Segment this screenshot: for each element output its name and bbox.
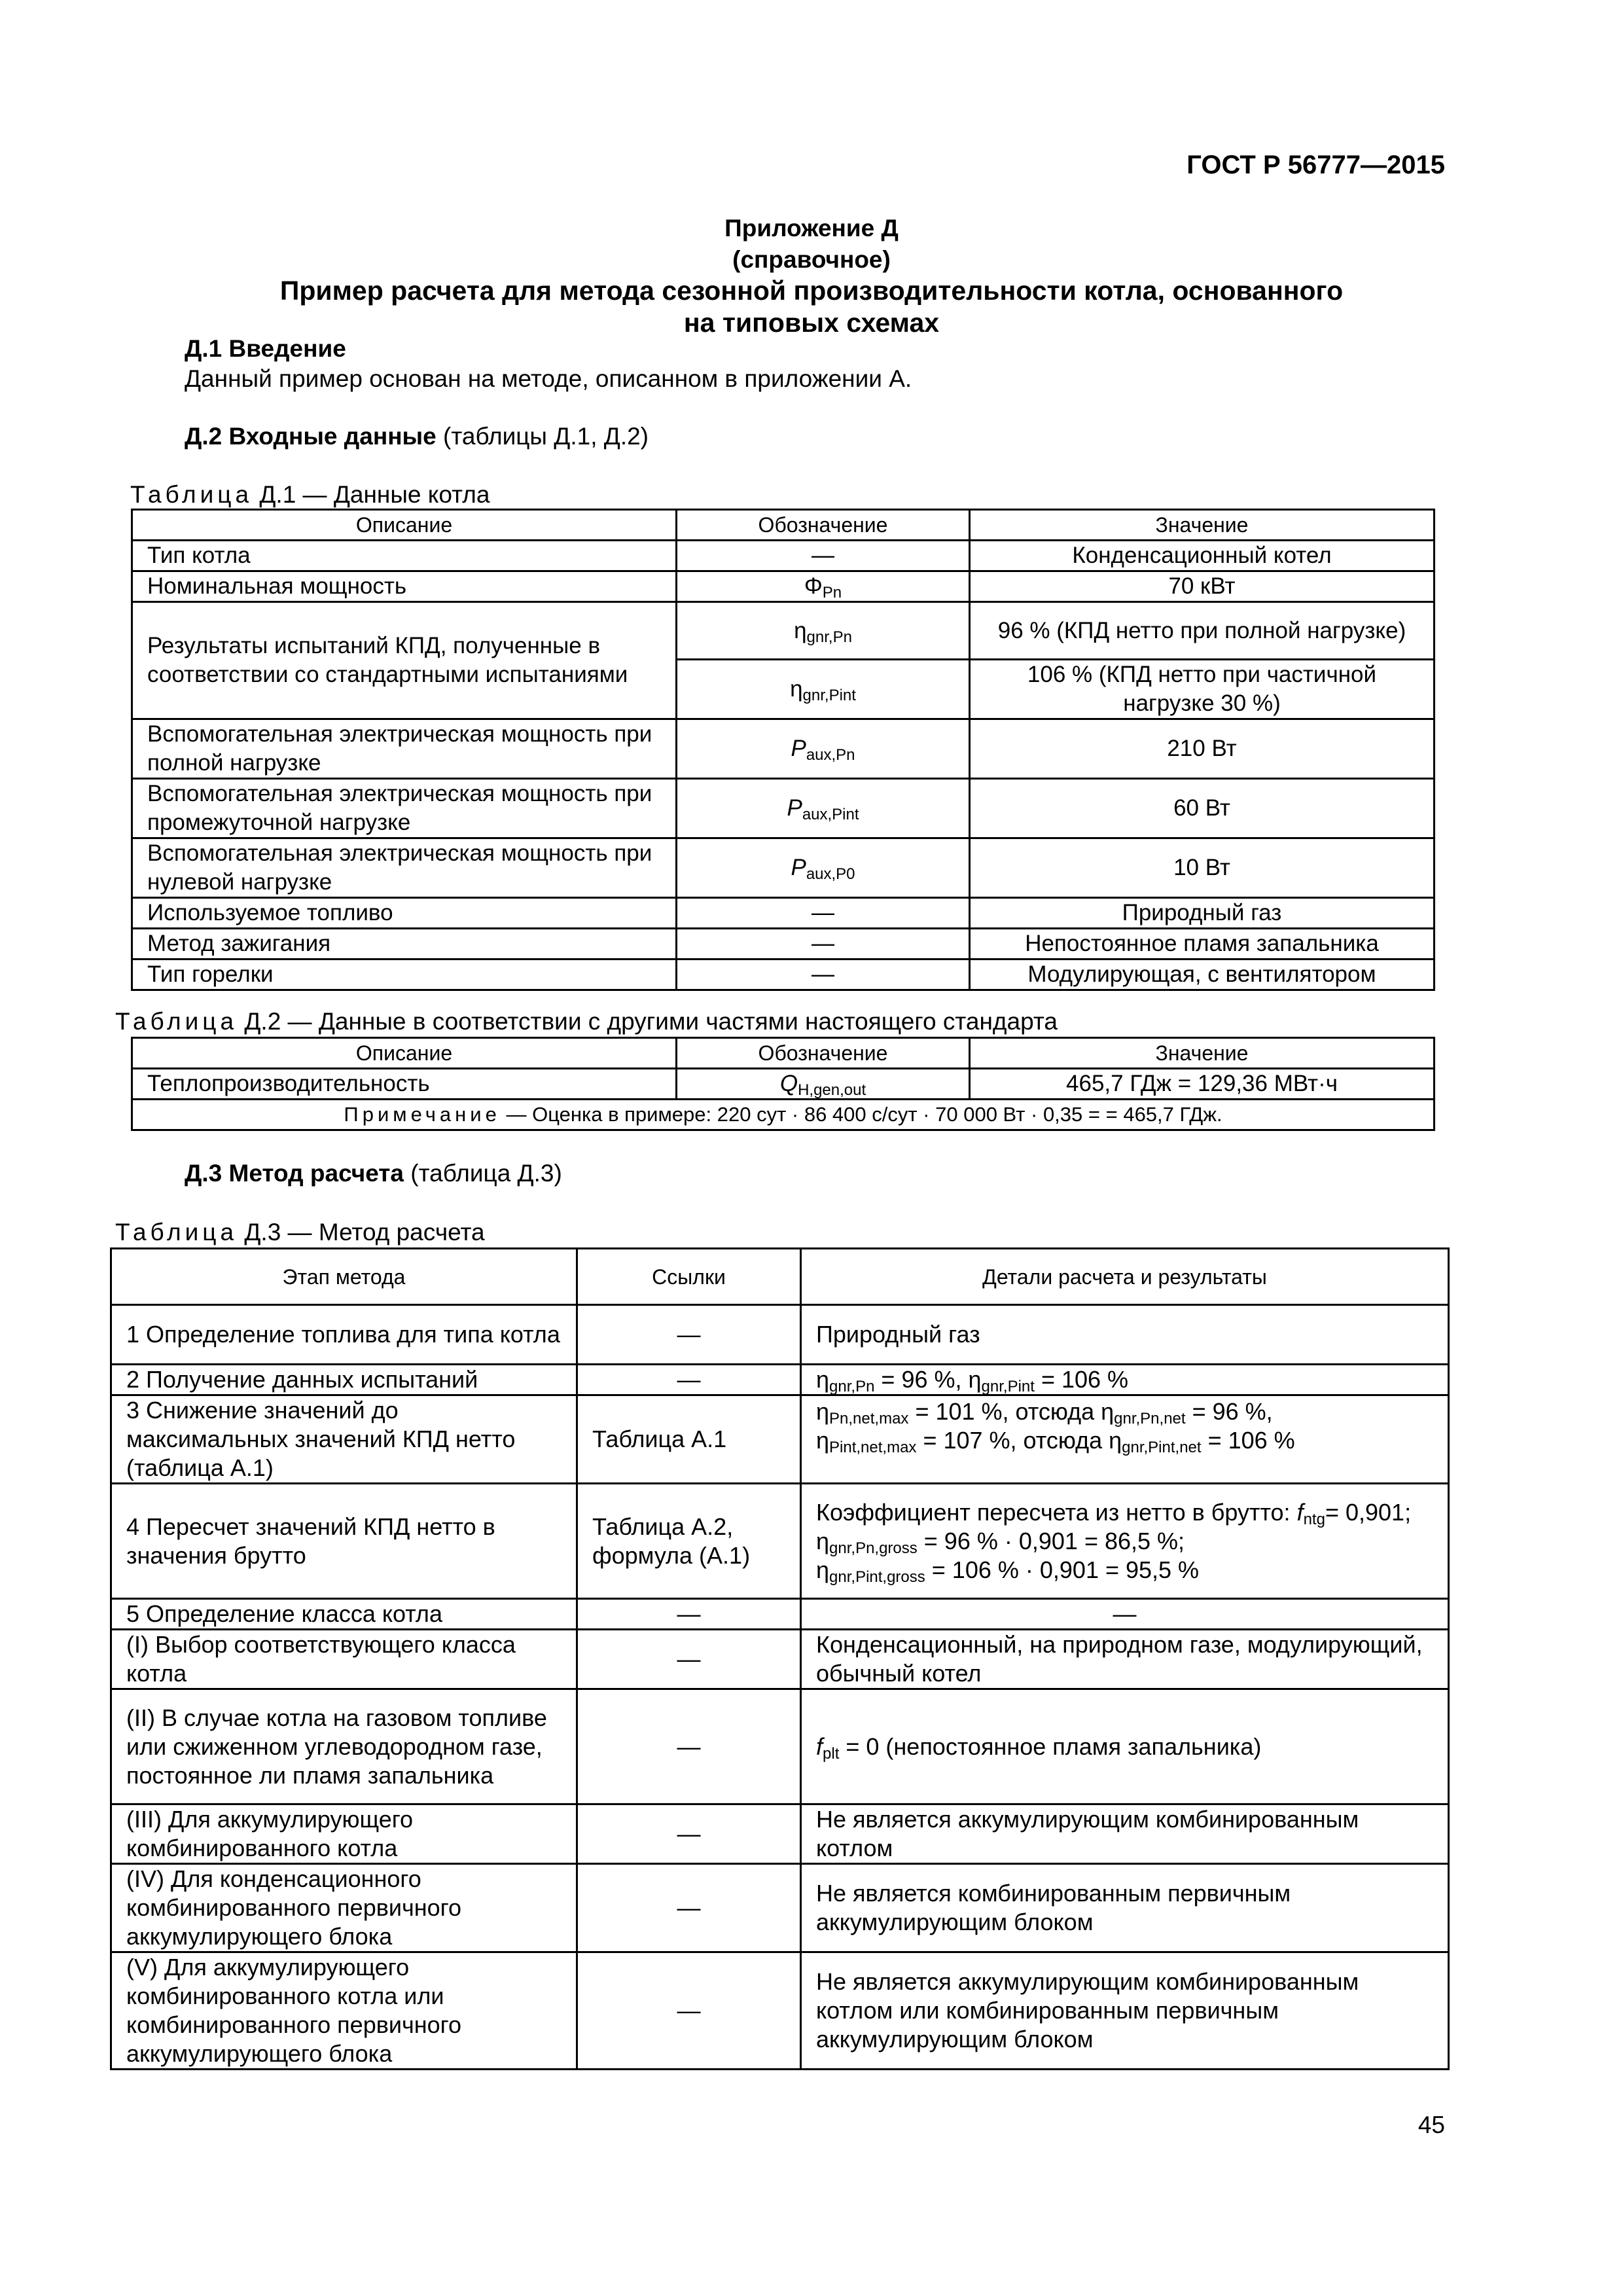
header-description: Описание <box>132 510 677 541</box>
gross-conversion-formula: Коэффициент пересчета из нетто в брутто: $f_{ntg}= 0,901$; $\eta_{gnr,Pn,gross} = 96$ % · 0,901 = 86,5 %; $\eta_{gnr,Pint,gross} = 106$ % · 0,901 = 95,5 % <box>801 1484 1449 1599</box>
table-row: Вспомогательная электрическая мощность при промежуточной нагрузке $P_{aux,Pint}$ 60 Вт <box>132 779 1435 838</box>
table-note: Примечание — Оценка в примере: 220 сут · 86 400 с/сут · 70 000 Вт · 0,35 = = 465,7 ГДж. <box>132 1100 1435 1130</box>
table-header-row <box>132 1038 1435 1069</box>
table-other-parts-data <box>131 1037 1435 1131</box>
header-step: Этап метода <box>111 1249 577 1305</box>
symbol-cell: $Q_{H,gen,out}$ <box>677 1069 970 1100</box>
table-boiler-data <box>131 509 1435 991</box>
table-row: Результаты испытаний КПД, полученные в соответствии со стандартными испытаниями $\eta_{gnr,Pn}$ 96 % (КПД нетто при полной нагрузке) <box>132 602 1435 660</box>
appendix-title-line-2: на типовых схемах <box>683 308 940 338</box>
table-row: Тип горелки — Модулирующая, с вентилятором <box>132 960 1435 990</box>
header-symbol: Обозначение <box>677 1038 970 1069</box>
symbol-cell: $P_{aux,P0}$ <box>677 838 970 898</box>
section-3-heading <box>185 1160 562 1187</box>
table-row: Теплопроизводительность $Q_{H,gen,out}$ 465,7 ГДж = 129,36 МВт·ч <box>132 1069 1435 1100</box>
table-header-row <box>111 1249 1449 1305</box>
page-number: 45 <box>1418 2111 1445 2138</box>
section-1-text: Данный пример основан на методе, описанном в приложении А. <box>185 365 912 392</box>
table-calculation-method <box>110 1247 1450 2070</box>
section-2-title: Д.2 Входные данные <box>185 423 437 450</box>
net-max-formula: $\eta_{Pn,net,max} = 101$ %, отсюда $\eta_{gnr,Pn,net} = 96$ %, $\eta_{Pint,net,max} = 107$ %, отсюда $\eta_{gnr,Pint,net} = 106$ % <box>801 1395 1449 1484</box>
table-2-caption: Таблица Д.2 — Данные в соответствии с другими частями настоящего стандарта <box>115 1008 1058 1035</box>
header-description: Описание <box>132 1038 677 1069</box>
standard-number: ГОСТ Р 56777—2015 <box>1186 151 1445 179</box>
table-row: (III) Для аккумулирующего комбинированного котла — Не является аккумулирующим комбинированным котлом <box>111 1804 1449 1864</box>
table-note-row <box>132 1100 1435 1130</box>
table-row: Тип котла — Конденсационный котел <box>132 541 1435 571</box>
symbol-cell: $\eta_{gnr,Pn}$ <box>677 602 970 660</box>
appendix-title-line-1: Пример расчета для метода сезонной производительности котла, основанного <box>279 276 1344 306</box>
table-row: $\eta_{gnr,Pint}$ 106 % (КПД нетто при частичной нагрузке 30 %) <box>132 660 1435 719</box>
header-value: Значение <box>970 1038 1435 1069</box>
section-2-heading <box>185 423 649 450</box>
table-row: 3 Снижение значений до максимальных значений КПД нетто (таблица А.1) Таблица А.1 $\eta_{Pn,net,max} = 101$ %, отсюда $\eta_{gnr,Pn,net} = 96$ %, $\eta_{Pint,net,max} = 107$ %, отсюда $\eta_{gnr,Pint,net} = 106$ % <box>111 1395 1449 1484</box>
table-row: Используемое топливо — Природный газ <box>132 898 1435 929</box>
appendix-title <box>0 275 1623 339</box>
table-row: Вспомогательная электрическая мощность при нулевой нагрузке $P_{aux,P0}$ 10 Вт <box>132 838 1435 898</box>
table-row: 5 Определение класса котла — — <box>111 1599 1449 1630</box>
symbol-cell: $P_{aux,Pn}$ <box>677 719 970 779</box>
pilot-flame-formula: $f_{plt} = 0$ (непостоянное пламя запальника) <box>801 1689 1449 1804</box>
header-details: Детали расчета и результаты <box>801 1249 1449 1305</box>
header-value: Значение <box>970 510 1435 541</box>
test-data-formula: $\eta_{gnr,Pn} = 96$ %, $\eta_{gnr,Pint} = 106$ % <box>801 1365 1449 1395</box>
table-row: Номинальная мощность $\Phi_{Pn}$ 70 кВт <box>132 571 1435 602</box>
symbol-cell: $P_{aux,Pint}$ <box>677 779 970 838</box>
table-row: 1 Определение топлива для типа котла — Природный газ <box>111 1305 1449 1365</box>
table-header-row <box>132 510 1435 541</box>
table-row: Метод зажигания — Непостоянное пламя запальника <box>132 929 1435 960</box>
table-3-caption: Таблица Д.3 — Метод расчета <box>115 1219 485 1246</box>
section-2-ref: (таблицы Д.1, Д.2) <box>436 423 649 450</box>
table-row: (II) В случае котла на газовом топливе или сжиженном углеводородном газе, постоянное ли пламя запальника — $f_{plt} = 0$ (непостоянное пламя запальника) <box>111 1689 1449 1804</box>
header-symbol: Обозначение <box>677 510 970 541</box>
appendix-type: (справочное) <box>732 246 891 273</box>
section-1-heading: Д.1 Введение <box>185 335 346 362</box>
table-row: (I) Выбор соответствующего класса котла — Конденсационный, на природном газе, модулирующий, обычный котел <box>111 1630 1449 1689</box>
header-references: Ссылки <box>577 1249 801 1305</box>
table-1-caption: Таблица Д.1 — Данные котла <box>130 481 490 508</box>
appendix-label: Приложение Д <box>724 215 899 242</box>
section-3-ref: (таблица Д.3) <box>404 1160 562 1187</box>
symbol-cell: $\Phi_{Pn}$ <box>677 571 970 602</box>
table-row: 2 Получение данных испытаний — $\eta_{gnr,Pn} = 96$ %, $\eta_{gnr,Pint} = 106$ % <box>111 1365 1449 1395</box>
table-row: 4 Пересчет значений КПД нетто в значения брутто Таблица А.2, формула (А.1) Коэффициент пересчета из нетто в брутто: $f_{ntg}= 0,901$; $\eta_{gnr,Pn,gross} = 96$ % · 0,901 = 86,5 %; $\eta_{gnr,Pint,gross} = 106$ % · 0,901 = 95,5 % <box>111 1484 1449 1599</box>
table-row: (IV) Для конденсационного комбинированного первичного аккумулирующего блока — Не является комбинированным первичным аккумулирующим блоком <box>111 1864 1449 1952</box>
symbol-cell: $\eta_{gnr,Pint}$ <box>677 660 970 719</box>
section-3-title: Д.3 Метод расчета <box>185 1160 404 1187</box>
table-row: (V) Для аккумулирующего комбинированного котла или комбинированного первичного аккумулирующего блока — Не является аккумулирующим комбинированным котлом или комбинированным первичным аккумулирующим блоком <box>111 1952 1449 2070</box>
table-row: Вспомогательная электрическая мощность при полной нагрузке $P_{aux,Pn}$ 210 Вт <box>132 719 1435 779</box>
